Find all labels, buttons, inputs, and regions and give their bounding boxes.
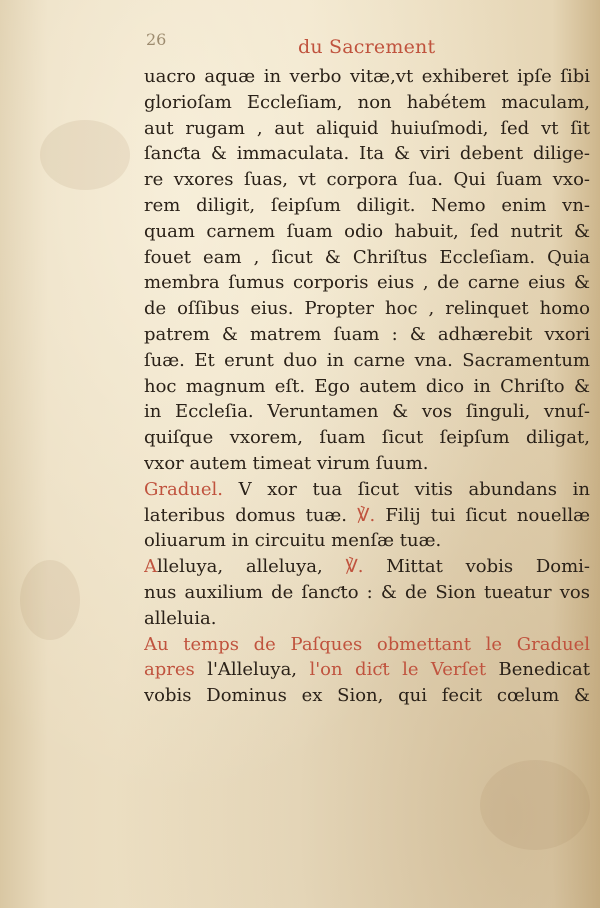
body-text: vxor autem timeat virum ſuum. bbox=[144, 452, 429, 474]
body-text: hoc magnum eſt. Ego autem dico in Chriſto & bbox=[144, 375, 590, 397]
text-line bbox=[144, 477, 590, 503]
rubric-text: apres bbox=[144, 659, 208, 681]
body-text: lateribus domus tuæ. bbox=[144, 504, 358, 526]
text-line bbox=[144, 528, 590, 554]
body-text: l'Alleluya, bbox=[207, 659, 310, 681]
paper-stain bbox=[480, 760, 590, 850]
paper-stain bbox=[20, 560, 80, 640]
text-line bbox=[144, 64, 590, 90]
body-text: rem diligit, ſeipſum diligit. Nemo enim vn- bbox=[144, 194, 590, 216]
text-line bbox=[144, 245, 590, 271]
text-block bbox=[144, 64, 590, 709]
body-text: vobis Dominus ex Sion, qui fecit cœlum & bbox=[144, 685, 590, 707]
text-line bbox=[144, 374, 590, 400]
body-text: fouet eam , ſicut & Chriſtus Eccleſiam. Quia bbox=[144, 246, 590, 268]
text-line bbox=[144, 503, 590, 529]
text-line bbox=[144, 296, 590, 322]
body-text: re vxores ſuas, vt corpora ſua. Qui ſuam vxo- bbox=[144, 169, 590, 191]
text-line bbox=[144, 270, 590, 296]
running-head: du Sacrement bbox=[298, 36, 436, 58]
body-text: in Eccleſia. Veruntamen & vos ſinguli, vnuſ- bbox=[144, 401, 590, 423]
body-text: oliuarum in circuitu menſæ tuæ. bbox=[144, 530, 442, 552]
text-line bbox=[144, 580, 590, 606]
body-text: ſanƈta & immaculata. Ita & viri debent dilige- bbox=[144, 143, 590, 165]
body-text: quam carnem ſuam odio habuit, ſed nutrit & bbox=[144, 220, 590, 242]
text-line bbox=[144, 167, 590, 193]
text-line bbox=[144, 322, 590, 348]
text-line bbox=[144, 632, 590, 658]
paper-stain bbox=[40, 120, 130, 190]
text-line bbox=[144, 399, 590, 425]
folio-mark: 26 bbox=[146, 30, 167, 49]
body-text: Benedicat bbox=[498, 659, 590, 681]
text-line bbox=[144, 554, 590, 580]
body-text: nus auxilium de ſanƈto : & de Sion tueatur vos bbox=[144, 581, 590, 603]
text-line bbox=[144, 116, 590, 142]
body-text: uacro aquæ in verbo vitæ,vt exhiberet ipſe ſibi bbox=[144, 66, 590, 87]
text-line bbox=[144, 141, 590, 167]
text-line bbox=[144, 425, 590, 451]
rubric-text: ℣. bbox=[357, 504, 386, 526]
body-text: glorioſam Eccleſiam, non habétem maculam, bbox=[144, 91, 590, 113]
body-text: membra ſumus corporis eius , de carne eius & bbox=[144, 272, 590, 294]
body-text: de oſſibus eius. Propter hoc , relinquet homo bbox=[144, 298, 590, 320]
text-line bbox=[144, 683, 590, 709]
text-line bbox=[144, 657, 590, 683]
rubric-text: l'on diƈt le Verſet bbox=[309, 659, 499, 681]
text-line bbox=[144, 90, 590, 116]
body-text: quiſque vxorem, ſuam ſicut ſeipſum diligat, bbox=[144, 427, 590, 449]
rubric-text: Au temps de Paſques obmettant le Graduel bbox=[144, 633, 590, 655]
rubric-text: Graduel. bbox=[144, 478, 239, 500]
body-text: ſuæ. Et erunt duo in carne vna. Sacramentum bbox=[144, 349, 590, 371]
body-text: V xor tua ſicut vitis abundans in bbox=[238, 478, 590, 500]
text-line bbox=[144, 219, 590, 245]
rubric-text: A bbox=[144, 556, 157, 578]
body-text: aut rugam , aut aliquid huiuſmodi, ſed vt ſit bbox=[144, 117, 590, 139]
body-text: alleluia. bbox=[144, 607, 217, 629]
text-line bbox=[144, 451, 590, 477]
text-line bbox=[144, 348, 590, 374]
body-text: patrem & matrem ſuam : & adhærebit vxori bbox=[144, 323, 590, 345]
body-text: lleluya, alleluya, bbox=[157, 556, 346, 578]
rubric-text: ℣. bbox=[345, 556, 387, 578]
text-line bbox=[144, 193, 590, 219]
body-text: Filij tui ſicut nouellæ bbox=[385, 504, 590, 526]
body-text: Mittat vobis Domi- bbox=[386, 556, 590, 578]
text-line bbox=[144, 606, 590, 632]
